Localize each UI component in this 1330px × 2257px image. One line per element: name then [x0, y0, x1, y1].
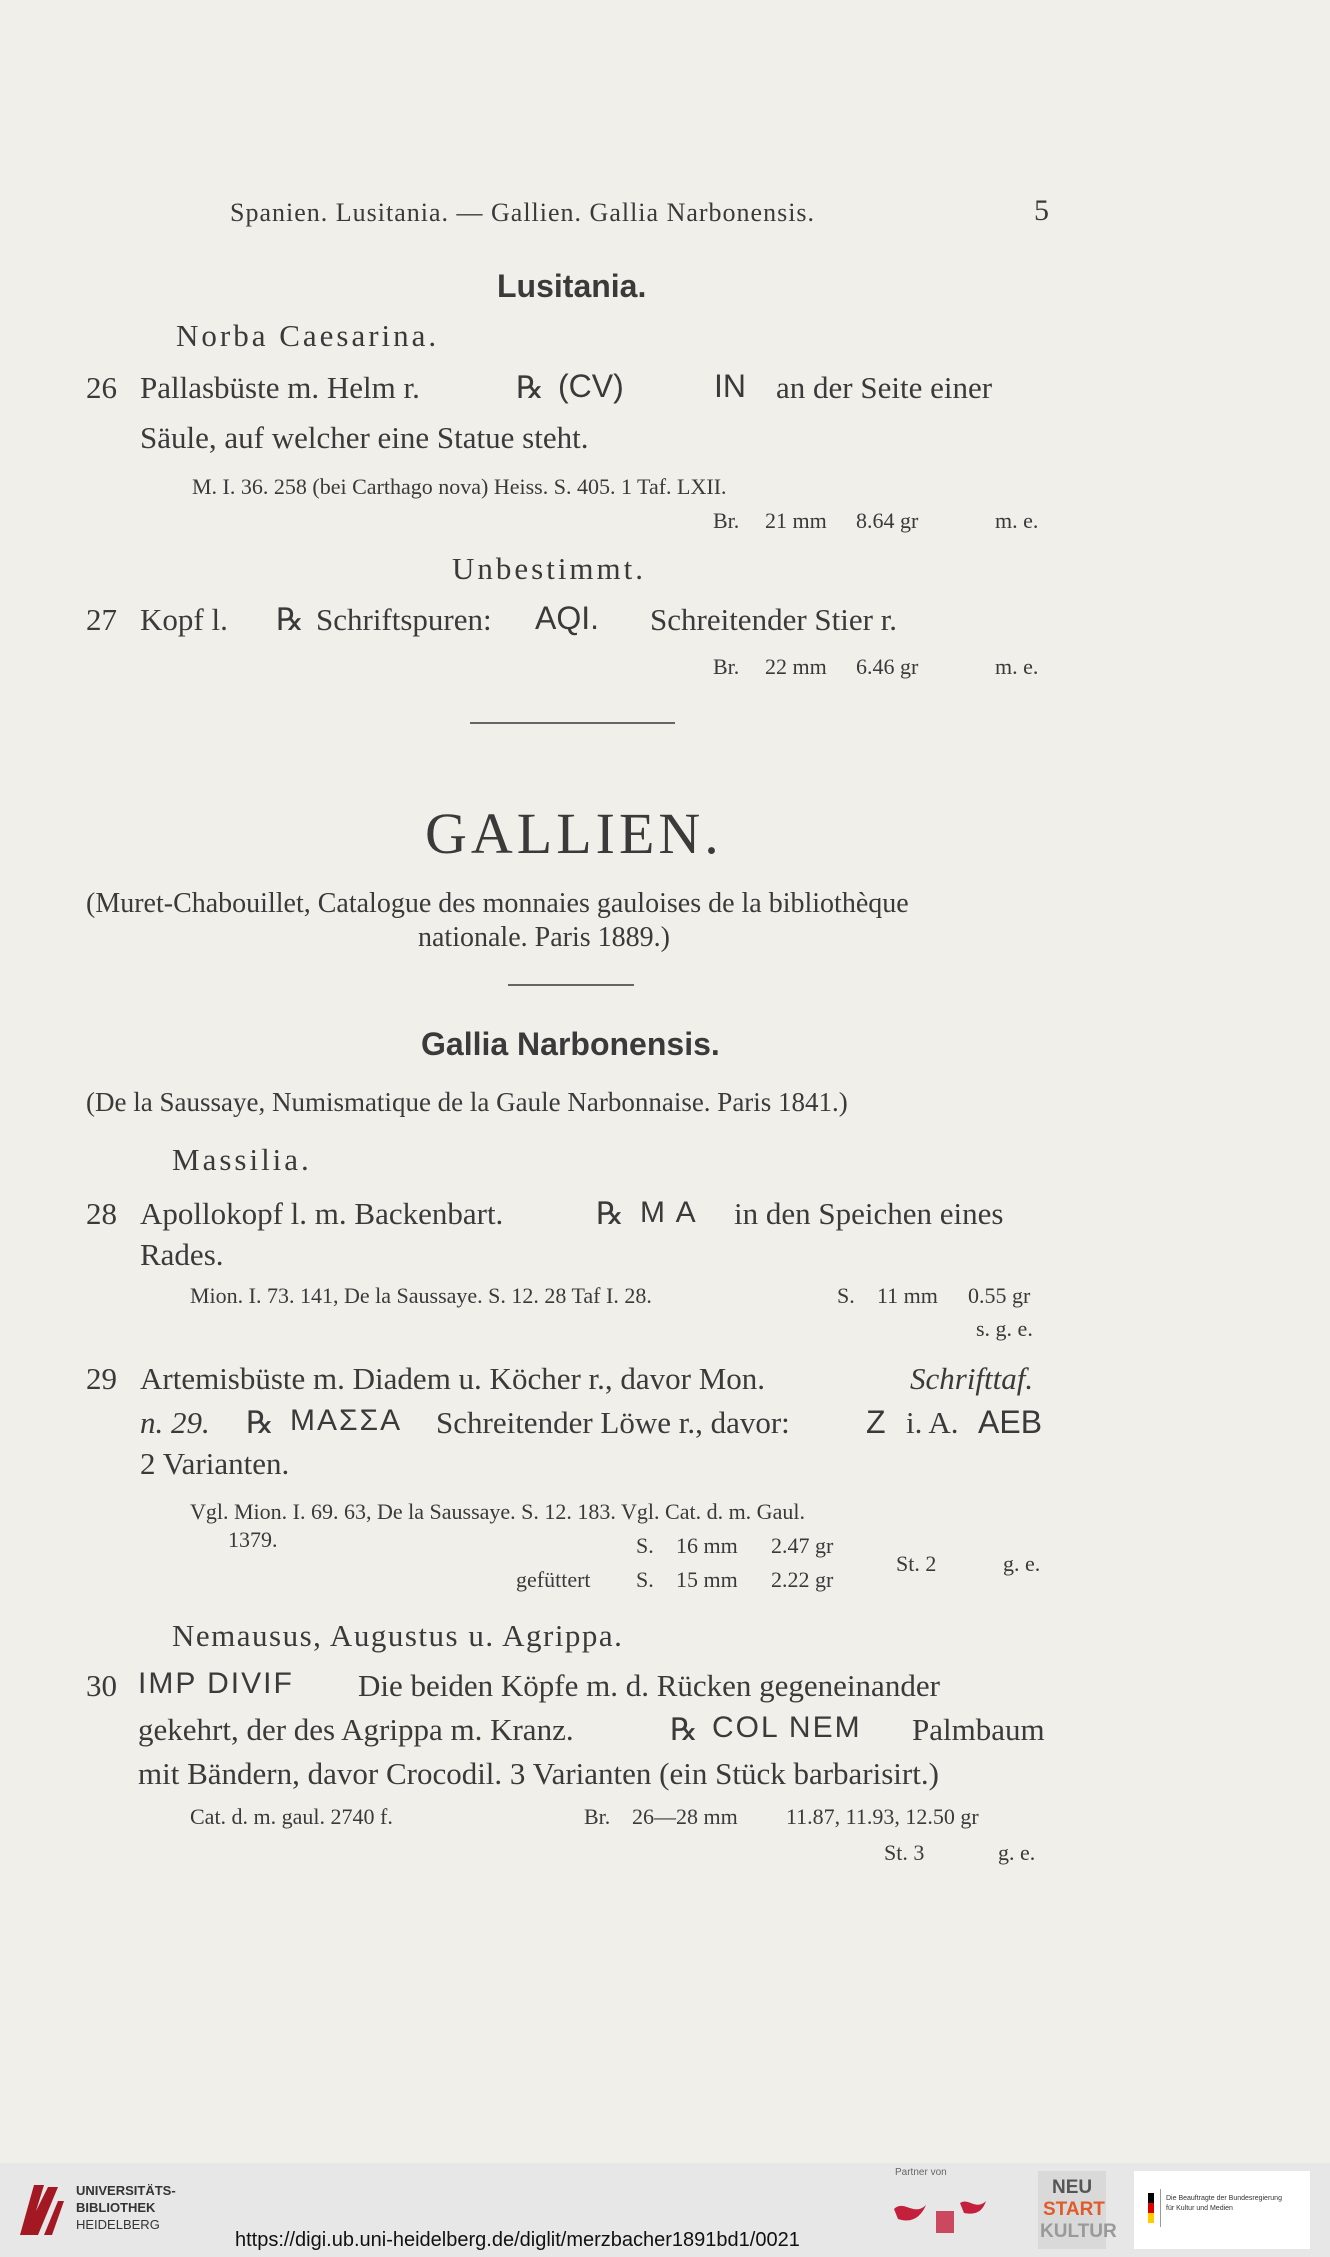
partner-label: Partner von: [895, 2167, 947, 2178]
weight: 0.55 gr: [968, 1283, 1031, 1308]
stock-count: St. 2: [896, 1551, 937, 1576]
description-text: Schriftspuren:: [316, 602, 492, 637]
obverse-text: Die beiden Köpfe m. d. Rücken gegeneinander: [358, 1668, 940, 1703]
weight: 6.46 gr: [856, 654, 919, 679]
coin-legend: COL NEM: [712, 1711, 862, 1744]
library-name: HEIDELBERG: [76, 2217, 160, 2232]
entry-number: 28: [86, 1196, 117, 1231]
page-number: 5: [1034, 194, 1049, 227]
coin-legend: AQI.: [535, 600, 600, 636]
size: 26—28 mm: [632, 1804, 738, 1829]
footer-bar: [0, 2163, 1330, 2257]
description-text: gekehrt, der des Agrippa m. Kranz.: [138, 1712, 574, 1747]
running-header: Spanien. Lusitania. — Gallien. Gallia Narbonensis.: [230, 198, 816, 227]
field-mark: AEB: [978, 1404, 1043, 1440]
metal: Br.: [713, 654, 740, 679]
size: 11 mm: [877, 1283, 938, 1308]
neustart-text: NEU: [1052, 2177, 1093, 2198]
place-heading-nemausus: Nemausus, Augustus u. Agrippa.: [172, 1618, 624, 1653]
neustart-kultur-logo[interactable]: [1038, 2171, 1117, 2249]
page-url-link[interactable]: https://digi.ub.uni-heidelberg.de/diglit/merzbacher1891bd1/0021: [235, 2229, 800, 2251]
neustart-text: START: [1043, 2199, 1105, 2220]
description-text: Schreitender Löwe r., davor:: [436, 1405, 790, 1440]
condition: m. e.: [995, 508, 1039, 533]
entry-number: 29: [86, 1361, 117, 1396]
size: 15 mm: [676, 1567, 738, 1592]
field-mark: Z: [866, 1404, 886, 1440]
section-heading-lusitania: Lusitania.: [497, 268, 647, 304]
description-text: Schreitender Stier r.: [650, 602, 898, 637]
metal: S.: [837, 1283, 855, 1308]
description-text: mit Bändern, davor Crocodil. 3 Varianten (ein Stück barbarisirt.): [138, 1756, 939, 1791]
citation: (Muret-Chabouillet, Catalogue des monnaies gauloises de la bibliothèque: [86, 888, 909, 919]
description-text: an der Seite einer: [776, 370, 993, 405]
reverse-symbol: ℞: [670, 1712, 698, 1747]
description-text: Säule, auf welcher eine Statue steht.: [140, 420, 589, 455]
entry-number: 30: [86, 1668, 117, 1703]
coin-legend: ΜΑΣΣΑ: [290, 1404, 403, 1437]
description-text: Rades.: [140, 1237, 224, 1272]
obverse-text: Artemisbüste m. Diadem u. Köcher r., davor Mon.: [140, 1361, 766, 1396]
divider: [1160, 2189, 1161, 2227]
weight: 2.22 gr: [771, 1567, 834, 1592]
reverse-symbol: ℞: [516, 370, 544, 405]
ddb-logo[interactable]: [890, 2185, 1020, 2241]
reverse-symbol: ℞: [246, 1405, 274, 1440]
size: 22 mm: [765, 654, 827, 679]
description-text: Palmbaum: [912, 1712, 1045, 1747]
neustart-text: KULTUR: [1040, 2221, 1117, 2242]
entry-number: 26: [86, 370, 117, 405]
weight: 2.47 gr: [771, 1533, 834, 1558]
section-divider: [470, 722, 675, 724]
citation: nationale. Paris 1889.): [418, 922, 670, 953]
library-name: BIBLIOTHEK: [76, 2200, 156, 2215]
weight: 8.64 gr: [856, 508, 919, 533]
plate-reference: n. 29.: [140, 1405, 210, 1440]
flag-icon: [1148, 2213, 1154, 2223]
weights: 11.87, 11.93, 12.50 gr: [786, 1804, 979, 1829]
size: 16 mm: [676, 1533, 738, 1558]
condition: g. e.: [1003, 1551, 1041, 1576]
place-heading-norba: Norba Caesarina.: [176, 318, 440, 353]
bkm-text: Die Beauftragte der Bundesregierung: [1166, 2195, 1282, 2202]
coin-legend: IMP DIVIF: [138, 1667, 294, 1700]
place-heading-unbestimmt: Unbestimmt.: [452, 551, 647, 586]
bkm-text: für Kultur und Medien: [1166, 2205, 1233, 2212]
reference: Vgl. Mion. I. 69. 63, De la Saussaye. S. 12. 183. Vgl. Cat. d. m. Gaul.: [190, 1499, 805, 1524]
place-heading-massilia: Massilia.: [172, 1142, 312, 1177]
bkm-logo[interactable]: [1134, 2171, 1310, 2249]
section-heading-narbonensis: Gallia Narbonensis.: [421, 1026, 720, 1062]
flag-icon: [1148, 2203, 1154, 2213]
obverse-text: Kopf l.: [140, 602, 228, 637]
metal: Br.: [713, 508, 740, 533]
plate-reference: Schrifttaf.: [910, 1361, 1034, 1396]
metal: S.: [636, 1533, 654, 1558]
metal: Br.: [584, 1804, 611, 1829]
entry-number: 27: [86, 602, 117, 637]
stock-count: St. 3: [884, 1840, 925, 1865]
reference: Mion. I. 73. 141, De la Saussaye. S. 12. 28 Taf I. 28.: [190, 1283, 652, 1308]
description-text: in den Speichen eines: [734, 1196, 1004, 1231]
size: 21 mm: [765, 508, 827, 533]
description-text: i. A.: [906, 1405, 959, 1440]
coin-inscription: IN: [714, 368, 746, 404]
coin-legend: M A: [640, 1196, 698, 1229]
condition: s. g. e.: [976, 1316, 1033, 1341]
heidelberg-logo[interactable]: [14, 2179, 68, 2239]
variant-label: gefüttert: [516, 1567, 591, 1592]
flag-icon: [1148, 2193, 1154, 2203]
coin-legend: (CV): [558, 368, 624, 404]
chapter-title: GALLIEN.: [425, 801, 723, 866]
citation: (De la Saussaye, Numismatique de la Gaule Narbonnaise. Paris 1841.): [86, 1087, 848, 1117]
condition: m. e.: [995, 654, 1039, 679]
reference: M. I. 36. 258 (bei Carthago nova) Heiss. S. 405. 1 Taf. LXII.: [192, 474, 727, 499]
reverse-symbol: ℞: [596, 1196, 624, 1231]
obverse-text: Pallasbüste m. Helm r.: [140, 370, 420, 405]
reference: Cat. d. m. gaul. 2740 f.: [190, 1804, 393, 1829]
description-text: 2 Varianten.: [140, 1446, 290, 1481]
section-divider: [508, 984, 634, 986]
metal: S.: [636, 1567, 654, 1592]
reference: 1379.: [228, 1527, 278, 1552]
library-name: UNIVERSITÄTS-: [76, 2183, 176, 2198]
obverse-text: Apollokopf l. m. Backenbart.: [140, 1196, 504, 1231]
condition: g. e.: [998, 1840, 1036, 1865]
reverse-symbol: ℞: [276, 602, 304, 637]
